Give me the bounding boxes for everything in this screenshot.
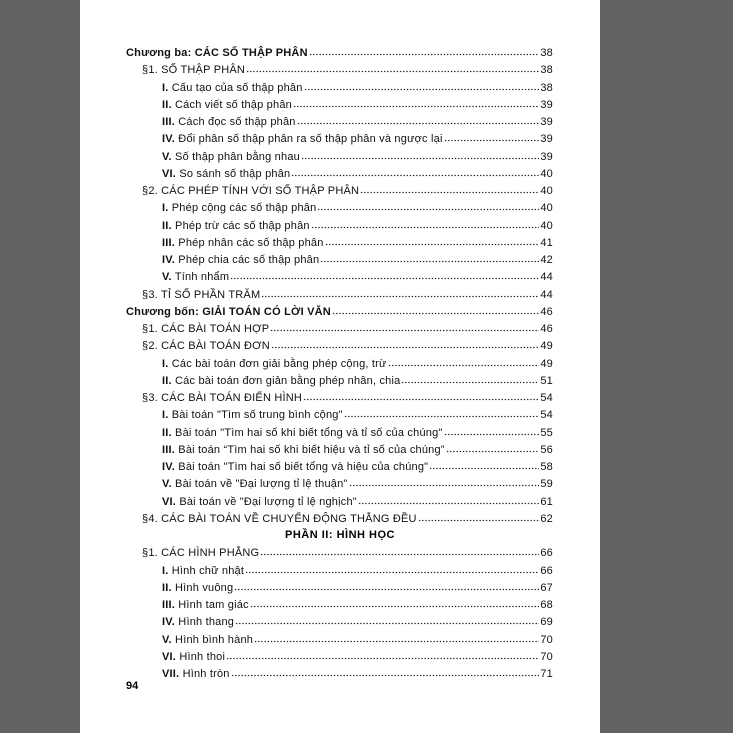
dot-leader: [230, 268, 539, 280]
section-title: §3. TỈ SỐ PHẦN TRĂM: [142, 288, 261, 301]
toc-item-label: Cấu tạo của số thập phân: [168, 81, 303, 94]
dot-leader: [317, 199, 539, 211]
roman-numeral: V.: [162, 633, 172, 646]
dot-leader: [270, 320, 539, 332]
toc-item-label: Hình tròn: [179, 668, 230, 680]
toc-page-number: 70: [540, 650, 553, 663]
section-title: §3. CÁC BÀI TOÁN ĐIỂN HÌNH: [142, 392, 303, 404]
toc-page-number: 66: [540, 564, 553, 577]
toc-item-title: [162, 114, 296, 131]
toc-row: [80, 320, 600, 337]
toc-row: [80, 406, 600, 423]
roman-numeral: VI.: [162, 650, 177, 663]
toc-page-number: 39: [540, 133, 553, 146]
toc-item-title: [162, 459, 428, 476]
toc-item-title: [162, 356, 387, 373]
toc-item-title: [162, 97, 292, 114]
roman-numeral: II.: [162, 426, 172, 439]
toc-page-number: 62: [540, 512, 553, 525]
dot-leader: [301, 148, 539, 160]
toc-page-number: 46: [540, 323, 553, 335]
dot-leader: [309, 44, 540, 56]
section-title: §4. CÁC BÀI TOÁN VỀ CHUYỂN ĐỘNG THẲNG ĐỀU: [142, 512, 417, 525]
toc-page-number: 51: [540, 374, 553, 387]
toc-page-number: 38: [540, 81, 553, 94]
toc-item-title: [162, 200, 316, 217]
chapter-label: CÁC SỐ THẬP PHÂN: [194, 47, 308, 59]
toc-item-label: Các bài toán đơn giản bằng phép nhân, chia: [171, 374, 401, 387]
chapter-label: GIẢI TOÁN CÓ LỜI VĂN: [202, 305, 331, 318]
toc-row: [80, 544, 600, 561]
toc-row: [80, 217, 600, 234]
toc-row: [80, 303, 600, 320]
toc-row: [80, 372, 600, 389]
toc-item-title: [162, 563, 244, 580]
chapter-title: [126, 304, 331, 321]
dot-leader: [360, 182, 539, 194]
toc-row: [80, 199, 600, 216]
section-title: §1. SỐ THẬP PHÂN: [142, 64, 246, 77]
roman-numeral: III.: [162, 116, 176, 128]
toc-item-label: Cách viết số thập phân: [171, 98, 292, 111]
toc-item-title: [162, 494, 357, 511]
section-title: §1. CÁC BÀI TOÁN HỢP: [142, 323, 270, 335]
toc-item-label: Hình tam giác: [175, 599, 249, 611]
toc-item-title: [162, 442, 445, 459]
toc-item-label: Hình vuông: [171, 581, 234, 594]
toc-item-label: Phép trừ các số thập phân: [171, 219, 310, 232]
toc-item-label: Bài toán "Tìm hai số khi biết tổng và tỉ số của chúng": [171, 426, 443, 439]
toc-page-number: 40: [540, 202, 553, 215]
toc-page-number: 40: [540, 219, 553, 232]
roman-numeral: I.: [162, 409, 169, 422]
left-background: [0, 0, 80, 733]
toc-row: [80, 579, 600, 596]
toc-item-label: Hình bình hành: [171, 633, 254, 646]
toc-row: [80, 441, 600, 458]
toc-item-label: Phép cộng các số thập phân: [168, 202, 317, 215]
toc-page-number: 49: [540, 357, 553, 370]
toc-item-title: [162, 252, 319, 269]
toc-row: [80, 268, 600, 285]
toc-item-title: [162, 597, 249, 614]
toc-page-number: 40: [540, 167, 553, 180]
roman-numeral: III.: [162, 443, 176, 456]
dot-leader: [254, 631, 539, 643]
dot-leader: [261, 286, 539, 298]
toc-row: [80, 44, 600, 61]
toc-item-label: Bài toán về "Đại lượng tỉ lệ nghịch": [176, 495, 357, 508]
roman-numeral: I.: [162, 202, 169, 215]
dot-leader: [234, 579, 539, 591]
roman-numeral: III.: [162, 599, 176, 611]
toc-row: [80, 165, 600, 182]
dot-leader: [226, 648, 539, 660]
toc-row: [80, 355, 600, 372]
toc-page-number: 58: [540, 461, 553, 473]
section-title: §1. CÁC HÌNH PHẲNG: [142, 547, 260, 560]
toc-item-title: [162, 80, 303, 97]
toc-row: [80, 182, 600, 199]
dot-leader: [325, 234, 540, 246]
toc-page-number: 49: [540, 340, 553, 353]
dot-leader: [245, 562, 539, 574]
toc-item-label: Các bài toán đơn giải bằng phép cộng, trừ: [168, 357, 387, 370]
roman-numeral: I.: [162, 357, 169, 370]
roman-numeral: IV.: [162, 461, 176, 473]
toc-row: [80, 130, 600, 147]
section-title: §2. CÁC PHÉP TÍNH VỚI SỐ THẬP PHÂN: [142, 185, 360, 197]
roman-numeral: VI.: [162, 495, 177, 508]
dot-leader: [250, 596, 540, 608]
part-heading: PHẦN II: HÌNH HỌC: [285, 529, 395, 541]
roman-numeral: II.: [162, 581, 172, 594]
toc-row: [80, 475, 600, 492]
toc-page-number: 42: [540, 254, 553, 266]
dot-leader: [418, 510, 540, 522]
right-background: [600, 0, 733, 733]
chapter-title: [126, 45, 308, 62]
toc-row: [80, 148, 600, 165]
toc-item-label: Phép chia các số thập phân: [175, 254, 320, 266]
toc-row: [80, 493, 600, 510]
dot-leader: [246, 61, 539, 73]
toc-page-number: 54: [540, 392, 553, 404]
dot-leader: [444, 130, 540, 142]
dot-leader: [344, 406, 540, 418]
toc-page-number: 71: [540, 668, 553, 680]
toc-item-title: [162, 166, 290, 183]
toc-page-number: 68: [540, 599, 553, 611]
dot-leader: [358, 493, 539, 505]
toc-page-number: 59: [540, 478, 553, 491]
toc-row: [80, 251, 600, 268]
toc-item-title: [162, 666, 230, 683]
dot-leader: [444, 424, 540, 436]
dot-leader: [401, 372, 539, 384]
dot-leader: [293, 96, 539, 108]
dot-leader: [291, 165, 539, 177]
toc-page-number: 70: [540, 633, 553, 646]
toc-item-label: Bài toán về "Đại lượng tỉ lệ thuận": [171, 478, 348, 491]
toc-row: [80, 596, 600, 613]
toc-item-label: Số thập phân bằng nhau: [171, 150, 300, 163]
toc-item-title: [162, 218, 310, 235]
toc-item-title: [162, 632, 253, 649]
toc-page-number: 67: [540, 581, 553, 594]
document-page: [80, 0, 600, 733]
toc-item-title: [162, 131, 443, 148]
toc-row: [80, 61, 600, 78]
toc-row: [80, 631, 600, 648]
roman-numeral: V.: [162, 478, 172, 491]
toc-row: [80, 113, 600, 130]
roman-numeral: II.: [162, 374, 172, 387]
roman-numeral: I.: [162, 81, 169, 94]
toc-item-label: Bài toán "Tìm số trung bình cộng": [168, 409, 343, 422]
dot-leader: [231, 665, 540, 677]
dot-leader: [388, 355, 540, 367]
toc-page-number: 38: [540, 64, 553, 77]
toc-item-label: Tính nhẩm: [171, 271, 230, 284]
dot-leader: [271, 337, 539, 349]
toc-item-title: [162, 407, 343, 424]
toc-row: [80, 337, 600, 354]
roman-numeral: IV.: [162, 254, 176, 266]
toc-page-number: 66: [540, 547, 553, 560]
dot-leader: [303, 389, 539, 401]
toc-row: [80, 562, 600, 579]
toc-page-number: 54: [540, 409, 553, 422]
dot-leader: [429, 458, 539, 470]
toc-row: [80, 458, 600, 475]
roman-numeral: VII.: [162, 668, 180, 680]
roman-numeral: V.: [162, 271, 172, 284]
dot-leader: [320, 251, 539, 263]
toc-item-label: Phép nhân các số thập phân: [175, 236, 324, 249]
toc-page-number: 61: [540, 495, 553, 508]
toc-item-title: [162, 235, 324, 252]
dot-leader: [311, 217, 540, 229]
toc-item-title: [162, 580, 233, 597]
toc-row: [80, 665, 600, 682]
toc-item-label: So sánh số thập phân: [176, 167, 291, 180]
toc-row: [80, 510, 600, 527]
toc-item-title: [162, 425, 443, 442]
toc-page-number: 41: [540, 236, 553, 249]
toc-item-label: Hình chữ nhật: [168, 564, 245, 577]
toc-item-label: Cách đọc số thập phân: [175, 116, 296, 128]
toc-item-title: [162, 476, 348, 493]
toc-item-title: [162, 269, 229, 286]
toc-row: [80, 648, 600, 665]
toc-row: [80, 96, 600, 113]
toc-item-label: Hình thang: [175, 616, 235, 629]
toc-page-number: 69: [540, 616, 553, 629]
roman-numeral: II.: [162, 98, 172, 111]
page-number: 94: [126, 680, 139, 692]
toc-item-title: [162, 373, 400, 390]
roman-numeral: V.: [162, 150, 172, 163]
dot-leader: [349, 475, 540, 487]
toc-page-number: 39: [540, 98, 553, 111]
toc-item-label: Hình thoi: [176, 650, 226, 663]
chapter-prefix: Chương ba:: [126, 47, 195, 59]
toc-item-title: [162, 649, 225, 666]
dot-leader: [235, 613, 539, 625]
toc-item-title: [162, 614, 234, 631]
toc-row: [80, 234, 600, 251]
toc-item-label: Bài toán “Tìm hai số khi biết hiệu và tỉ số của chúng”: [175, 443, 445, 456]
toc-item-label: Bài toán "Tìm hai số biết tổng và hiệu của chúng": [175, 461, 429, 473]
section-title: §2. CÁC BÀI TOÁN ĐƠN: [142, 340, 270, 353]
toc-page-number: 55: [540, 426, 553, 439]
toc-page-number: 46: [540, 305, 553, 318]
roman-numeral: III.: [162, 236, 176, 249]
toc-page-number: 39: [540, 116, 553, 128]
toc-page-number: 38: [540, 47, 553, 59]
toc-row: [80, 286, 600, 303]
roman-numeral: I.: [162, 564, 169, 577]
toc-row: [80, 424, 600, 441]
toc-page-number: 44: [540, 271, 553, 284]
dot-leader: [304, 79, 540, 91]
roman-numeral: VI.: [162, 167, 177, 180]
toc-item-title: [162, 149, 300, 166]
toc-row: [80, 389, 600, 406]
toc-row: [80, 613, 600, 630]
roman-numeral: IV.: [162, 133, 176, 146]
dot-leader: [297, 113, 540, 125]
toc-page-number: 39: [540, 150, 553, 163]
dot-leader: [260, 544, 539, 556]
toc-page-number: 56: [540, 443, 553, 456]
chapter-prefix: Chương bốn:: [126, 305, 203, 318]
toc-row: [80, 79, 600, 96]
toc-page-number: 40: [540, 185, 553, 197]
toc-item-label: Đổi phân số thập phân ra số thập phân và ngược lại: [175, 133, 443, 146]
dot-leader: [446, 441, 540, 453]
toc-page-number: 44: [540, 288, 553, 301]
roman-numeral: II.: [162, 219, 172, 232]
dot-leader: [332, 303, 539, 315]
roman-numeral: IV.: [162, 616, 176, 629]
